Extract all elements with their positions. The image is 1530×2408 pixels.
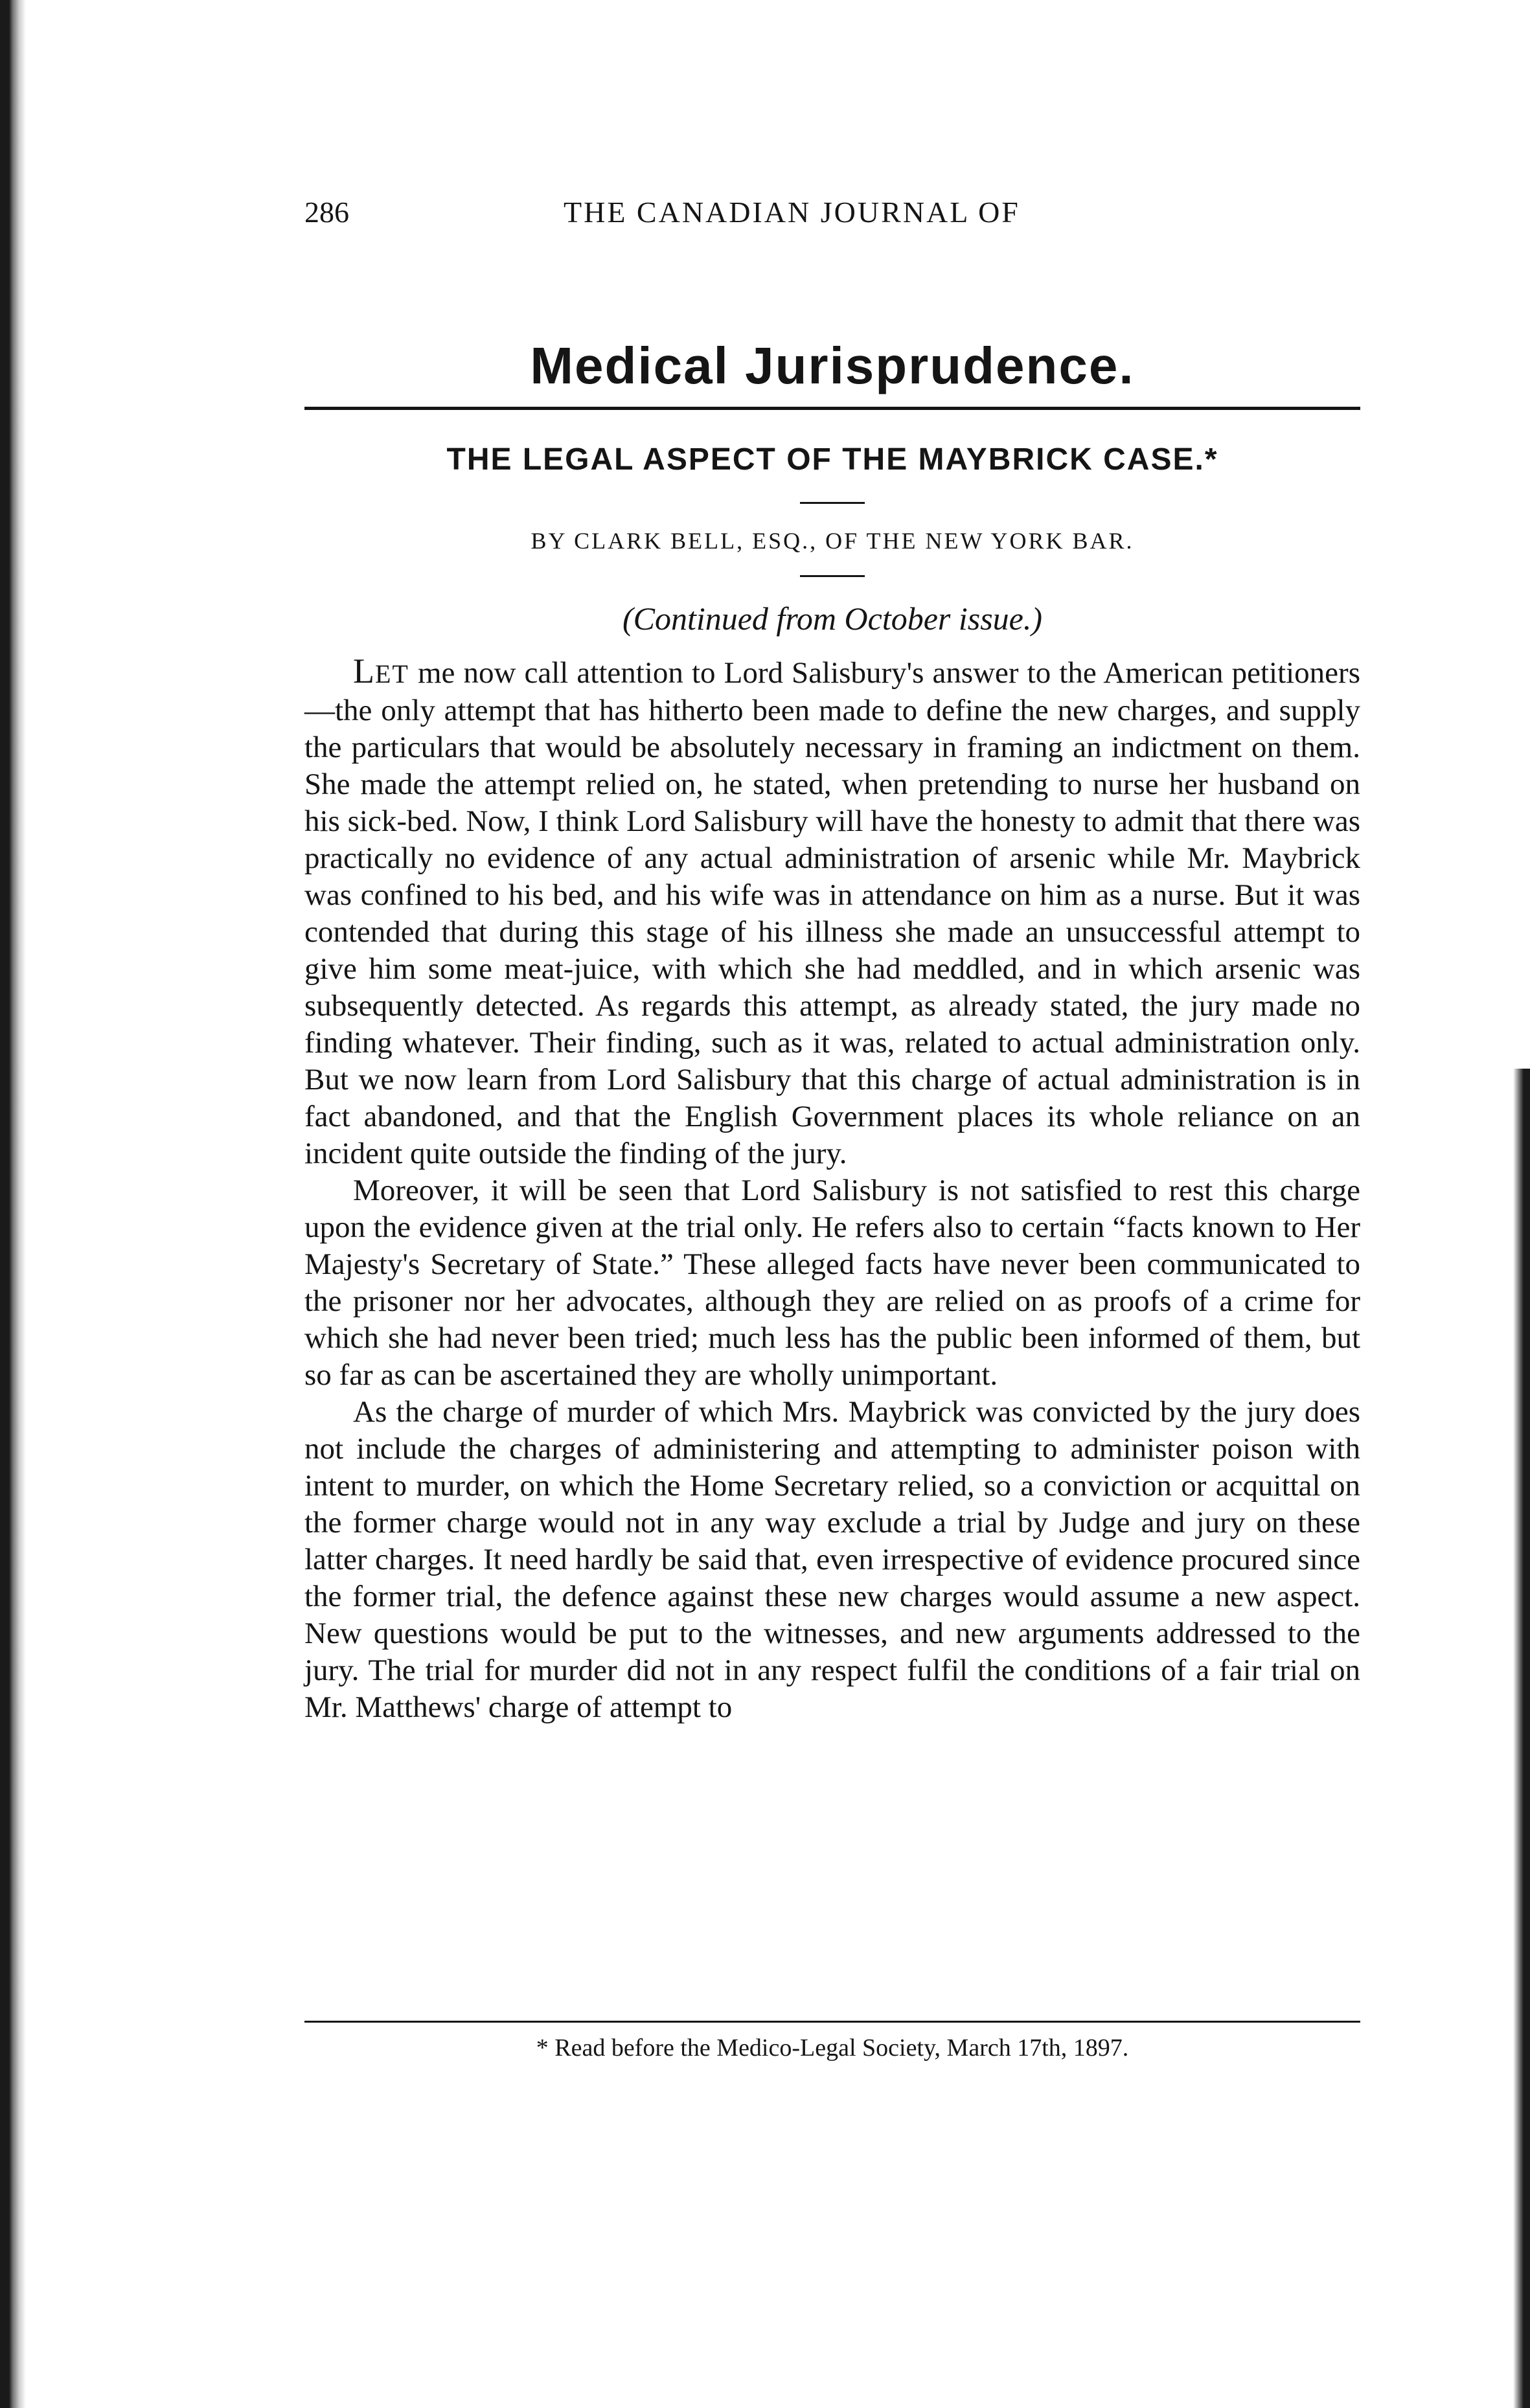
- scan-edge-right: [1513, 1069, 1530, 2408]
- paragraph-3: As the charge of murder of which Mrs. Maybrick was convicted by the jury does not include the charges of administering and attempting to administer poison with intent to murder, on which the Home Secretary relied, so a conviction or acquittal on the former charge would not in any way exclude a trial by Judge and jury on these latter charges. It need hardly be said that, even irrespective of evidence procured since the former trial, the defence against these new charges would assume a new aspect. New questions would be put to the witnesses, and new arguments addressed to the jury. The trial for murder did not in any respect fulfil the conditions of a fair trial on Mr. Matthews' charge of attempt to: [304, 1395, 1360, 1724]
- paragraph-1: [304, 653, 1360, 1172]
- paragraph-1-text: me now call attention to Lord Salisbury's answer to the American petitioners—the only attempt that has hitherto been made to define the new charges, and supply the particulars that would be absolutely necessary in framing an indictment on them. She made the attempt relied on, he stated, when pretending to nurse her husband on his sick-bed. Now, I think Lord Salisbury will have the honesty to admit that there was practically no evidence of any actual administration of arsenic while Mr. Maybrick was confined to his bed, and his wife was in attendance on him as a nurse. But it was contended that during this stage of his illness she made an unsuccessful attempt to give him some meat-juice, with which she had meddled, and in which arsenic was subsequently detected. As regards this attempt, as already stated, the jury made no finding whatever. Their finding, such as it was, related to actual administration only. But we now learn from Lord Salisbury that this charge of actual administration is in fact abandoned, and that the English Government places its whole reliance on an incident quite outside the finding of the jury.: [304, 656, 1360, 1170]
- lead-small-caps: ET: [375, 659, 409, 688]
- article-title: THE LEGAL ASPECT OF THE MAYBRICK CASE.*: [446, 442, 1218, 477]
- scan-edge-left: [0, 0, 26, 2408]
- section-title: Medical Jurisprudence.: [530, 337, 1135, 394]
- footnote-rule: [304, 2021, 1360, 2023]
- byline-divider: [800, 575, 865, 577]
- paragraph-2: Moreover, it will be seen that Lord Salisbury is not satisfied to rest this charge upon the evidence given at the trial only. He refers also to certain “facts known to Her Majesty's Secretary of State.” These alleged facts have never been communicated to the prisoner nor her advocates, although they are relied on as proofs of a crime for which she had never been tried; much less has the public been informed of them, but so far as can be ascertained they are wholly unimportant.: [304, 1174, 1360, 1392]
- footnote: * Read before the Medico-Legal Society, March 17th, 1897.: [536, 2034, 1129, 2062]
- byline: BY CLARK BELL, ESQ., OF THE NEW YORK BAR.: [531, 528, 1134, 554]
- journal-title: THE CANADIAN JOURNAL OF: [564, 196, 1020, 229]
- title-divider: [800, 502, 865, 504]
- lead-capital: L: [353, 652, 375, 690]
- article-body: [304, 653, 1360, 1726]
- continued-note: (Continued from October issue.): [622, 600, 1043, 637]
- section-rule: [304, 407, 1360, 410]
- page-number: 286: [304, 196, 349, 229]
- running-head: [304, 193, 1360, 232]
